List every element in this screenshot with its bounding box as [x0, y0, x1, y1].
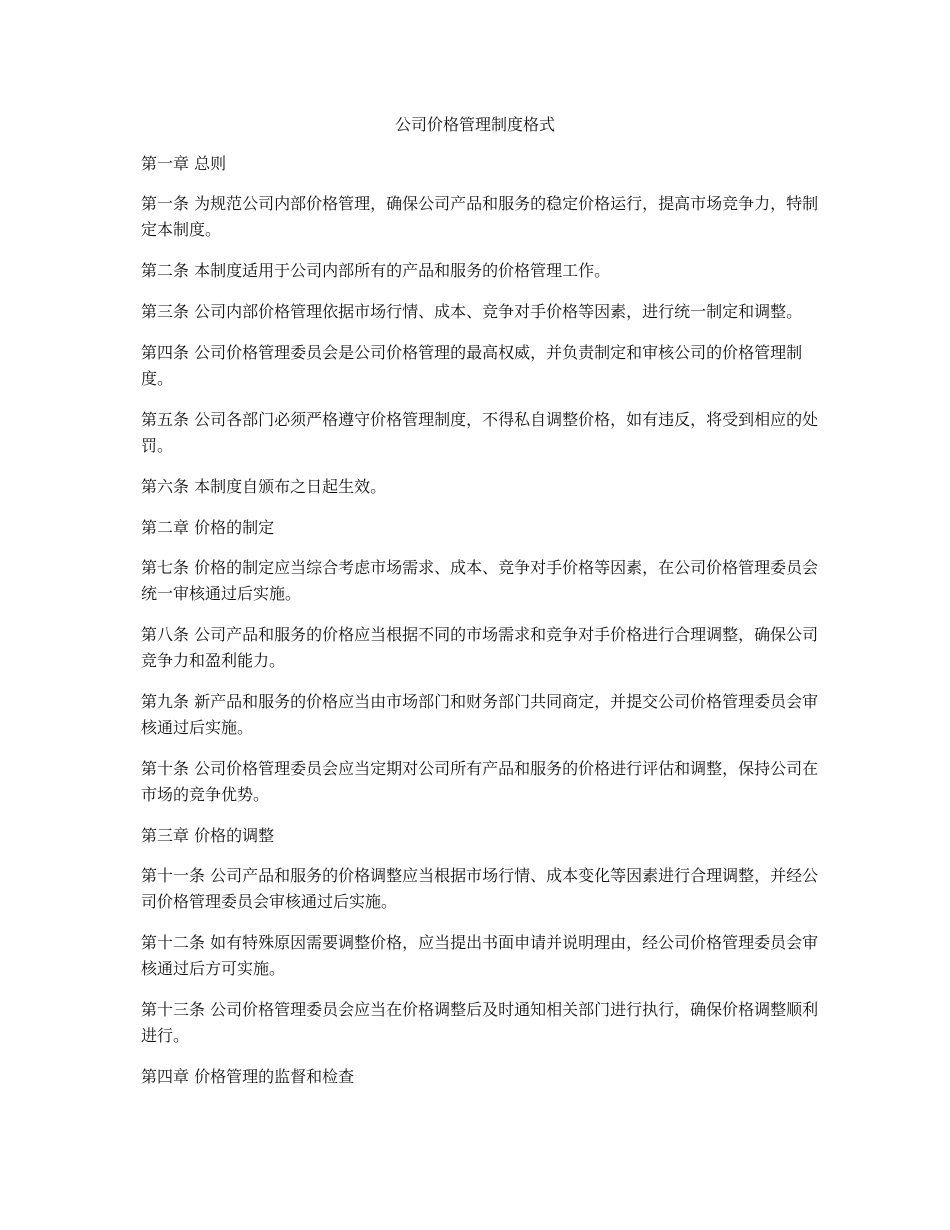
- article-paragraph: 第十三条 公司价格管理委员会应当在价格调整后及时通知相关部门进行执行，确保价格调整顺利进行。: [141, 1000, 819, 1045]
- article-paragraph: 第九条 新产品和服务的价格应当由市场部门和财务部门共同商定，并提交公司价格管理委员会审核通过后实施。: [141, 692, 819, 737]
- article-paragraph: 第一条 为规范公司内部价格管理，确保公司产品和服务的稳定价格运行，提高市场竞争力，特制定本制度。: [141, 194, 819, 239]
- document-title: 公司价格管理制度格式: [394, 115, 555, 134]
- document-body: [141, 151, 821, 1104]
- article-paragraph: 第十二条 如有特殊原因需要调整价格，应当提出书面申请并说明理由，经公司价格管理委员会审核通过后方可实施。: [141, 933, 819, 978]
- chapter-heading: 第一章 总则: [141, 154, 227, 173]
- article-paragraph: 第八条 公司产品和服务的价格应当根据不同的市场需求和竞争对手价格进行合理调整，确保公司竞争力和盈利能力。: [141, 625, 819, 670]
- article-paragraph: 第四条 公司价格管理委员会是公司价格管理的最高权威，并负责制定和审核公司的价格管理制度。: [141, 343, 803, 388]
- article-paragraph: 第五条 公司各部门必须严格遵守价格管理制度，不得私自调整价格，如有违反，将受到相应的处罚。: [141, 410, 819, 455]
- article-paragraph: 第三条 公司内部价格管理依据市场行情、成本、竞争对手价格等因素，进行统一制定和调整。: [141, 302, 803, 321]
- article-paragraph: 第十一条 公司产品和服务的价格调整应当根据市场行情、成本变化等因素进行合理调整，并经公司价格管理委员会审核通过后实施。: [141, 866, 819, 911]
- article-paragraph: 第六条 本制度自颁布之日起生效。: [141, 477, 387, 496]
- article-paragraph: 第七条 价格的制定应当综合考虑市场需求、成本、竞争对手价格等因素，在公司价格管理委员会统一审核通过后实施。: [141, 558, 819, 603]
- chapter-heading: 第二章 价格的制定: [141, 518, 275, 537]
- chapter-heading: 第三章 价格的调整: [141, 826, 275, 845]
- chapter-heading: 第四章 价格管理的监督和检查: [141, 1067, 355, 1086]
- article-paragraph: 第十条 公司价格管理委员会应当定期对公司所有产品和服务的价格进行评估和调整，保持公司在市场的竞争优势。: [141, 759, 819, 804]
- article-paragraph: 第二条 本制度适用于公司内部所有的产品和服务的价格管理工作。: [141, 261, 611, 280]
